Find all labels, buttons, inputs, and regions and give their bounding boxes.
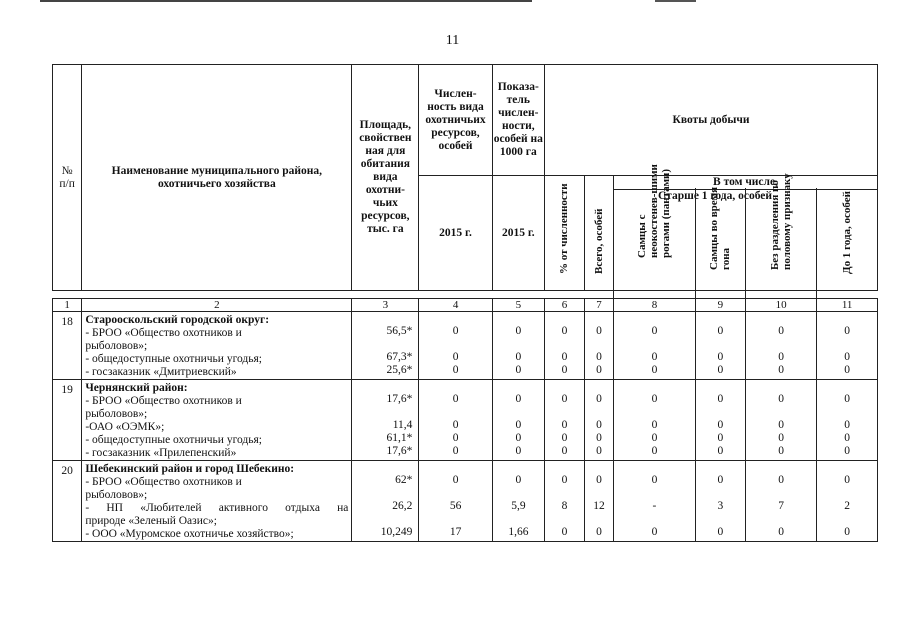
value-cell-count xyxy=(419,380,492,461)
value-cell-c9 xyxy=(695,380,745,461)
value: 17,6* xyxy=(386,393,413,405)
value: 0 xyxy=(651,526,658,538)
value: 5,9 xyxy=(511,500,526,512)
value-cell-c8 xyxy=(614,312,696,380)
entry-name-line: - госзаказник «Дмитриевский» xyxy=(85,366,237,378)
value-cell-c8 xyxy=(614,380,696,461)
value: 0 xyxy=(452,393,459,405)
header-males-rut: Самцы во время гона xyxy=(695,188,745,299)
value: 0 xyxy=(596,325,602,337)
entry-name-line: рыболовов»; xyxy=(85,489,148,501)
value: 0 xyxy=(844,432,850,444)
value: 0 xyxy=(778,474,785,486)
value: 0 xyxy=(515,474,522,486)
value-cell-total xyxy=(584,461,613,542)
value: 0 xyxy=(596,364,602,376)
header-name: Наименование муниципального района, охотничьего хозяйства xyxy=(82,65,352,291)
value: 0 xyxy=(651,474,658,486)
value-cell-c11 xyxy=(817,461,878,542)
value-cell-total xyxy=(584,312,613,380)
value: 0 xyxy=(651,432,658,444)
value-cell-c10 xyxy=(746,312,817,380)
value: 0 xyxy=(596,474,602,486)
entry-name-line: - госзаказник «Прилепенский» xyxy=(85,447,237,459)
value: 0 xyxy=(452,351,459,363)
entry-name-line: - ООО «Муромское охотничье хозяйство»; xyxy=(85,528,294,540)
value: 1,66 xyxy=(508,526,529,538)
col-number: 9 xyxy=(695,299,745,312)
column-number-row xyxy=(53,299,878,312)
value-cell-pct xyxy=(545,461,585,542)
value: 0 xyxy=(651,325,658,337)
header-no-sex: Без разделения по половому признаку xyxy=(746,188,817,299)
value: 0 xyxy=(778,419,785,431)
value: 0 xyxy=(844,526,850,538)
entry-name-line: -ОАО «ОЭМК»; xyxy=(85,421,165,433)
value: 0 xyxy=(515,432,522,444)
value: 0 xyxy=(561,351,568,363)
value-cell-density xyxy=(492,461,544,542)
table-row xyxy=(53,380,878,461)
entry-name-line: природе «Зеленый Оазис»; xyxy=(85,515,217,527)
header-count-year: 2015 г. xyxy=(419,176,492,291)
value-cell-c10 xyxy=(746,380,817,461)
value: 12 xyxy=(593,500,605,512)
value-cell-count xyxy=(419,312,492,380)
page-number: 11 xyxy=(445,33,460,48)
value-cell-c10 xyxy=(746,461,817,542)
entry-name-line: - НП «Любителей активного отдыха на xyxy=(85,502,349,514)
col-number: 10 xyxy=(746,299,817,312)
value: 0 xyxy=(778,432,785,444)
value: 0 xyxy=(717,432,724,444)
col-number: 11 xyxy=(817,299,878,312)
value: 0 xyxy=(452,445,459,457)
value: 8 xyxy=(561,500,568,512)
value: 61,1* xyxy=(386,432,413,444)
header-under1: До 1 года, особей xyxy=(817,190,878,291)
value-cell-area xyxy=(352,380,419,461)
header-num: № п/п xyxy=(53,65,82,291)
value-cell-c11 xyxy=(817,312,878,380)
value: 62* xyxy=(395,474,413,486)
value: - xyxy=(652,500,657,512)
entry-name-line: рыболовов»; xyxy=(85,408,148,420)
col-number: 3 xyxy=(352,299,419,312)
value: 0 xyxy=(596,445,602,457)
header-density: Показа-тель числен-ности, особей на 1000 га xyxy=(492,65,544,176)
table-row xyxy=(53,312,878,380)
value: 0 xyxy=(717,364,724,376)
value: 0 xyxy=(452,364,459,376)
district-name-cell xyxy=(82,461,352,542)
value: 0 xyxy=(778,364,785,376)
value: 0 xyxy=(596,432,602,444)
value: 0 xyxy=(515,364,522,376)
entry-name-line: - общедоступные охотничьи угодья; xyxy=(85,353,263,365)
value: 0 xyxy=(778,325,785,337)
value: 0 xyxy=(844,351,850,363)
entry-name-line: - БРОО «Общество охотников и xyxy=(85,327,242,339)
value: 56,5* xyxy=(386,325,413,337)
header-total: Всего, особей xyxy=(584,176,613,291)
value-cell-pct xyxy=(545,312,585,380)
value: 0 xyxy=(844,474,850,486)
value: 0 xyxy=(596,351,602,363)
value-cell-total xyxy=(584,380,613,461)
value-cell-c9 xyxy=(695,312,745,380)
value: 0 xyxy=(452,325,459,337)
value: 17,6* xyxy=(386,445,413,457)
value: 17 xyxy=(449,526,462,538)
value-cell-density xyxy=(492,380,544,461)
value: 0 xyxy=(717,325,724,337)
value: 0 xyxy=(561,474,568,486)
value: 0 xyxy=(844,445,850,457)
value: 0 xyxy=(844,364,850,376)
value: 0 xyxy=(515,351,522,363)
value: 7 xyxy=(778,500,785,512)
col-number: 7 xyxy=(584,299,613,312)
header-pct: % от численности xyxy=(544,176,584,291)
value: 11,4 xyxy=(392,419,413,431)
value: 0 xyxy=(452,432,459,444)
entry-name-line: рыболовов»; xyxy=(85,340,148,352)
value: 0 xyxy=(515,393,522,405)
value: 0 xyxy=(651,364,658,376)
value: 0 xyxy=(844,419,850,431)
row-number: 19 xyxy=(53,380,82,461)
value: 56 xyxy=(449,500,462,512)
col-number: 5 xyxy=(492,299,544,312)
value: 0 xyxy=(717,526,724,538)
entry-name-line: - БРОО «Общество охотников и xyxy=(85,476,242,488)
value: 0 xyxy=(561,393,568,405)
value: 0 xyxy=(561,526,568,538)
value: 0 xyxy=(778,526,785,538)
district-title: Старооскольский городской округ: xyxy=(85,314,270,326)
value: 0 xyxy=(596,393,602,405)
value: 0 xyxy=(651,351,658,363)
value: 0 xyxy=(561,419,568,431)
row-number: 18 xyxy=(53,312,82,380)
value: 0 xyxy=(561,364,568,376)
value-cell-c11 xyxy=(817,380,878,461)
value: 0 xyxy=(778,351,785,363)
table-row xyxy=(53,461,878,542)
value-cell-c8 xyxy=(614,461,696,542)
value: 0 xyxy=(515,445,522,457)
value: 0 xyxy=(778,393,785,405)
value: 0 xyxy=(778,445,785,457)
col-number: 6 xyxy=(545,299,585,312)
district-title: Чернянский район: xyxy=(85,382,188,394)
header-older: Старше 1 года, особей xyxy=(614,190,817,291)
header-including: В том числе, xyxy=(614,176,878,190)
value: 0 xyxy=(596,419,602,431)
col-number: 4 xyxy=(419,299,492,312)
col-number: 8 xyxy=(614,299,696,312)
value: 0 xyxy=(651,393,658,405)
col-number: 2 xyxy=(82,299,352,312)
value: 0 xyxy=(561,325,568,337)
header-count: Числен-ность вида охотничьих ресурсов, особей xyxy=(419,65,492,176)
row-number: 20 xyxy=(53,461,82,542)
value-cell-count xyxy=(419,461,492,542)
value: 0 xyxy=(717,474,724,486)
header-males-unossified: Самцы с неокостенев-шими рогами (пантами) xyxy=(614,188,696,299)
value: 2 xyxy=(844,500,850,512)
value: 0 xyxy=(651,445,658,457)
header-area: Площадь, свойствен ная для обитания вида охотни-чьих ресурсов, тыс. га xyxy=(352,65,419,291)
col-number: 1 xyxy=(53,299,82,312)
value-cell-c9 xyxy=(695,461,745,542)
value: 0 xyxy=(452,474,459,486)
value: 67,3* xyxy=(386,351,413,363)
district-name-cell xyxy=(82,312,352,380)
value: 0 xyxy=(844,393,850,405)
district-title: Шебекинский район и город Шебекино: xyxy=(85,463,295,475)
entry-name-line: - БРОО «Общество охотников и xyxy=(85,395,242,407)
value: 10,249 xyxy=(380,526,413,538)
value: 0 xyxy=(515,419,522,431)
value: 26,2 xyxy=(392,500,413,512)
value: 0 xyxy=(515,325,522,337)
value-cell-area xyxy=(352,312,419,380)
value-cell-area xyxy=(352,461,419,542)
header-quota: Квоты добычи xyxy=(544,65,877,176)
value: 0 xyxy=(717,419,724,431)
value-cell-pct xyxy=(545,380,585,461)
district-name-cell xyxy=(82,380,352,461)
scan-edge-line xyxy=(40,0,860,2)
header-density-year: 2015 г. xyxy=(492,176,544,291)
entry-name-line: - общедоступные охотничьи угодья; xyxy=(85,434,263,446)
value: 0 xyxy=(717,445,724,457)
value: 25,6* xyxy=(386,364,413,376)
value-cell-density xyxy=(492,312,544,380)
value: 0 xyxy=(844,325,850,337)
value: 0 xyxy=(651,419,658,431)
value: 0 xyxy=(717,351,724,363)
value: 0 xyxy=(561,432,568,444)
value: 0 xyxy=(717,393,724,405)
value: 0 xyxy=(561,445,568,457)
value: 3 xyxy=(717,500,724,512)
value: 0 xyxy=(596,526,602,538)
value: 0 xyxy=(452,419,459,431)
